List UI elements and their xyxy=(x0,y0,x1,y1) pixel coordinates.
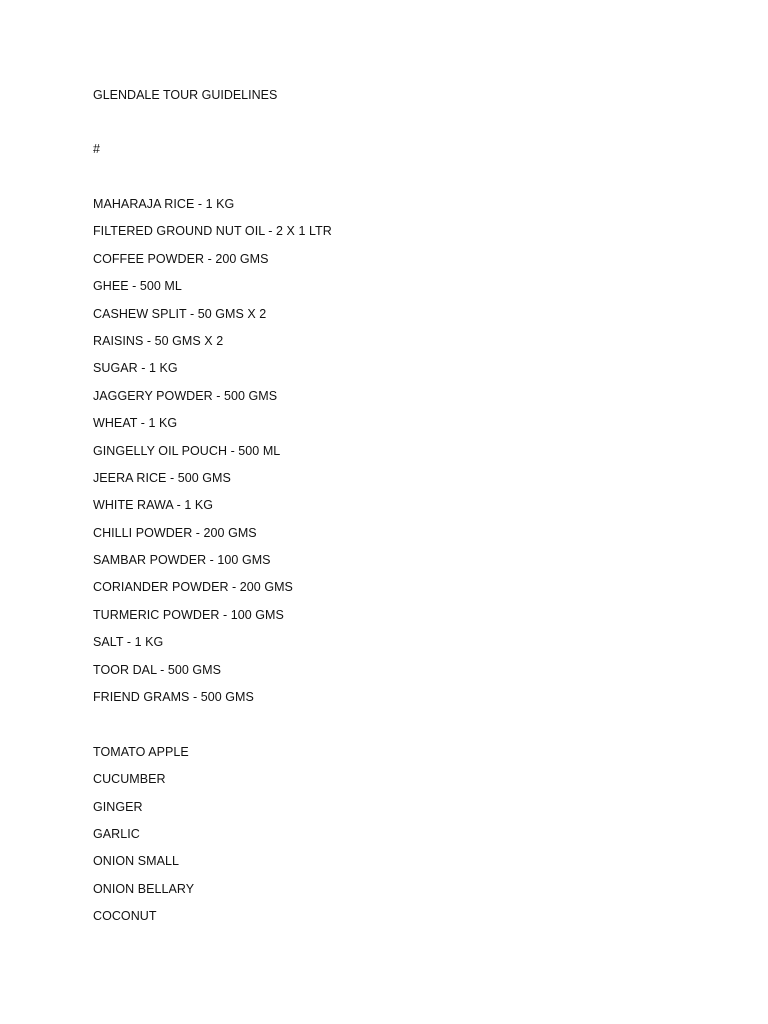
list-item: FILTERED GROUND NUT OIL - 2 X 1 LTR xyxy=(93,224,332,239)
list-item: GINGER xyxy=(93,799,143,814)
list-item: RAISINS - 50 GMS X 2 xyxy=(93,333,224,348)
list-item: CUCUMBER xyxy=(93,772,166,787)
list-item: TOOR DAL - 500 GMS xyxy=(93,662,222,677)
list-item: JAGGERY POWDER - 500 GMS xyxy=(93,388,278,403)
list-item: SALT - 1 KG xyxy=(93,635,164,650)
grocery-list xyxy=(93,191,693,711)
list-item: COCONUT xyxy=(93,909,157,924)
list-item: ONION SMALL xyxy=(93,854,179,869)
list-item: ONION BELLARY xyxy=(93,881,195,896)
section-marker: # xyxy=(93,142,100,156)
list-item: SUGAR - 1 KG xyxy=(93,361,178,376)
list-item: COFFEE POWDER - 200 GMS xyxy=(93,251,269,266)
vegetable-list xyxy=(93,739,693,931)
document-title: GLENDALE TOUR GUIDELINES xyxy=(93,88,278,102)
list-item: JEERA RICE - 500 GMS xyxy=(93,470,231,485)
list-item: WHEAT - 1 KG xyxy=(93,416,178,431)
list-item: CHILLI POWDER - 200 GMS xyxy=(93,525,257,540)
list-item: WHITE RAWA - 1 KG xyxy=(93,498,214,513)
list-item: GINGELLY OIL POUCH - 500 ML xyxy=(93,443,281,458)
list-item: TURMERIC POWDER - 100 GMS xyxy=(93,607,284,622)
list-item: GARLIC xyxy=(93,826,140,841)
list-item: SAMBAR POWDER - 100 GMS xyxy=(93,553,271,568)
list-item: FRIEND GRAMS - 500 GMS xyxy=(93,690,254,705)
list-item: CORIANDER POWDER - 200 GMS xyxy=(93,580,293,595)
document-body xyxy=(93,86,693,931)
list-separator xyxy=(93,711,693,738)
list-item: TOMATO APPLE xyxy=(93,744,189,759)
list-item: GHEE - 500 ML xyxy=(93,279,182,294)
list-item: MAHARAJA RICE - 1 KG xyxy=(93,197,235,211)
list-item: CASHEW SPLIT - 50 GMS X 2 xyxy=(93,306,267,321)
